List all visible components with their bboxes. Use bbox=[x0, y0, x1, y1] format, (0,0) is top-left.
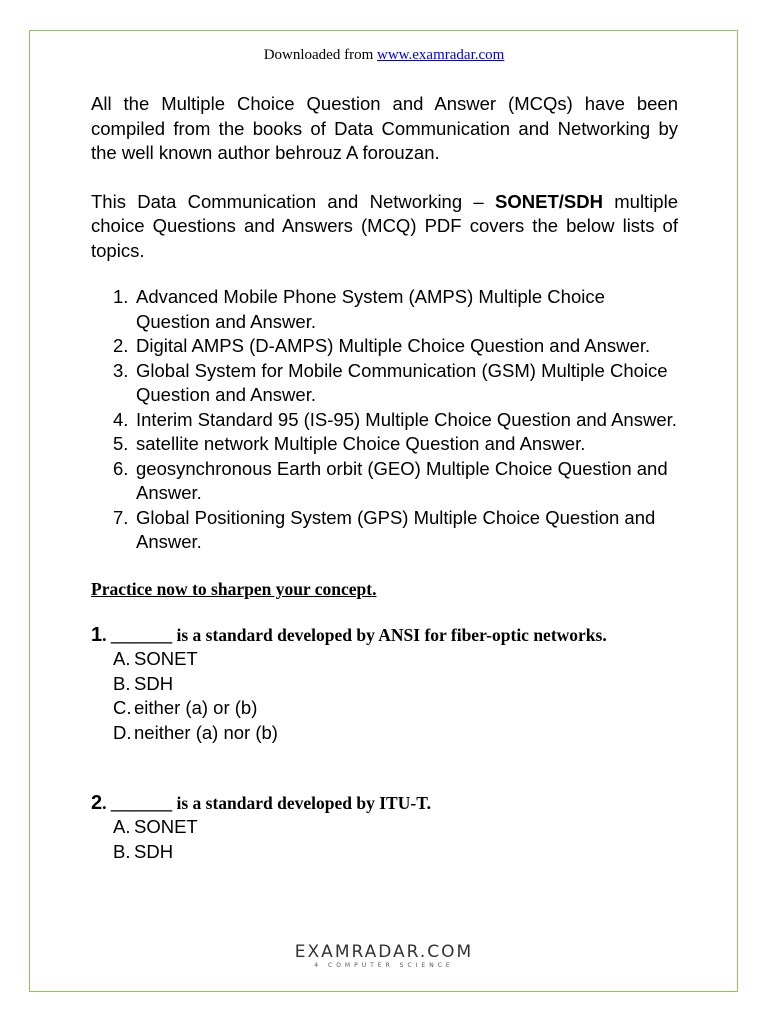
option-item bbox=[113, 815, 678, 840]
topic-text: geosynchronous Earth orbit (GEO) Multiple Choice Question and Answer. bbox=[136, 457, 668, 503]
topic-number: 4. bbox=[113, 408, 129, 430]
option-text: SONET bbox=[134, 816, 198, 837]
options-list bbox=[91, 815, 678, 864]
header-prefix: Downloaded from bbox=[263, 47, 377, 63]
topic-item bbox=[91, 457, 678, 506]
topic-title-bold: SONET/SDH bbox=[495, 190, 603, 212]
logo-wordmark: EXAMRADAR.COM bbox=[294, 942, 474, 962]
option-text: SDH bbox=[134, 840, 174, 862]
topics-intro-text: This Data Communication and Networking – bbox=[91, 190, 496, 212]
topic-item bbox=[91, 359, 678, 408]
logo-tagline: 4 COMPUTER SCIENCE bbox=[314, 962, 454, 969]
option-letter: C. bbox=[113, 697, 132, 718]
examradar-link[interactable]: www.examradar.com bbox=[377, 47, 505, 63]
options-list bbox=[91, 647, 678, 745]
option-text: SONET bbox=[134, 648, 198, 669]
topic-text: Advanced Mobile Phone System (AMPS) Multiple Choice Question and Answer. bbox=[136, 286, 605, 332]
question-number: 1 bbox=[91, 624, 103, 646]
option-letter: A. bbox=[113, 816, 131, 837]
topic-number: 1. bbox=[113, 286, 129, 307]
topic-number: 2. bbox=[113, 335, 129, 356]
download-header bbox=[0, 47, 768, 64]
topic-text: Global System for Mobile Communication (GSM) Multiple Choice Question and Answer. bbox=[136, 359, 668, 405]
question-text bbox=[91, 623, 678, 647]
intro-paragraph: All the Multiple Choice Question and Answer (MCQs) have been compiled from the books of Data Communication and Networking by the well known author behrouz A forouzan. bbox=[91, 93, 678, 163]
topic-item bbox=[91, 285, 678, 334]
option-item bbox=[113, 840, 678, 865]
option-item bbox=[113, 672, 678, 697]
topic-item bbox=[91, 408, 678, 433]
question-body: . _______ is a standard developed by ANSI for fiber-optic networks. bbox=[102, 625, 607, 645]
option-letter: D. bbox=[113, 721, 132, 743]
topic-text: satellite network Multiple Choice Question and Answer. bbox=[136, 433, 586, 454]
option-item bbox=[113, 721, 678, 746]
topic-text: Interim Standard 95 (IS-95) Multiple Choice Question and Answer. bbox=[136, 408, 677, 430]
topic-number: 7. bbox=[113, 506, 129, 528]
option-item bbox=[113, 647, 678, 672]
option-text: SDH bbox=[134, 672, 174, 694]
topic-number: 5. bbox=[113, 433, 129, 454]
topics-intro-text-end: multiple choice Questions and Answers (MCQ) PDF covers the below lists of topics. bbox=[91, 190, 678, 261]
topic-text: Digital AMPS (D-AMPS) Multiple Choice Question and Answer. bbox=[136, 335, 651, 356]
question-block bbox=[91, 623, 678, 745]
document-body bbox=[91, 92, 678, 864]
topic-number: 3. bbox=[113, 359, 129, 381]
option-letter: B. bbox=[113, 840, 131, 862]
question-text bbox=[91, 791, 678, 815]
practice-heading: Practice now to sharpen your concept. bbox=[91, 578, 377, 599]
topic-number: 6. bbox=[113, 457, 129, 479]
question-body: . _______ is a standard developed by ITU-T. bbox=[102, 793, 431, 813]
examradar-logo bbox=[0, 942, 768, 969]
question-block bbox=[91, 791, 678, 864]
topic-item bbox=[91, 506, 678, 555]
topic-text: Global Positioning System (GPS) Multiple Choice Question and Answer. bbox=[136, 506, 656, 552]
option-letter: B. bbox=[113, 672, 131, 694]
option-text: neither (a) nor (b) bbox=[134, 721, 278, 743]
question-number: 2 bbox=[91, 792, 103, 814]
option-letter: A. bbox=[113, 648, 131, 669]
option-text: either (a) or (b) bbox=[134, 697, 258, 718]
topic-item bbox=[91, 334, 678, 359]
topics-intro-paragraph bbox=[91, 190, 678, 264]
topic-item bbox=[91, 432, 678, 457]
topics-list bbox=[91, 285, 678, 555]
option-item bbox=[113, 696, 678, 721]
